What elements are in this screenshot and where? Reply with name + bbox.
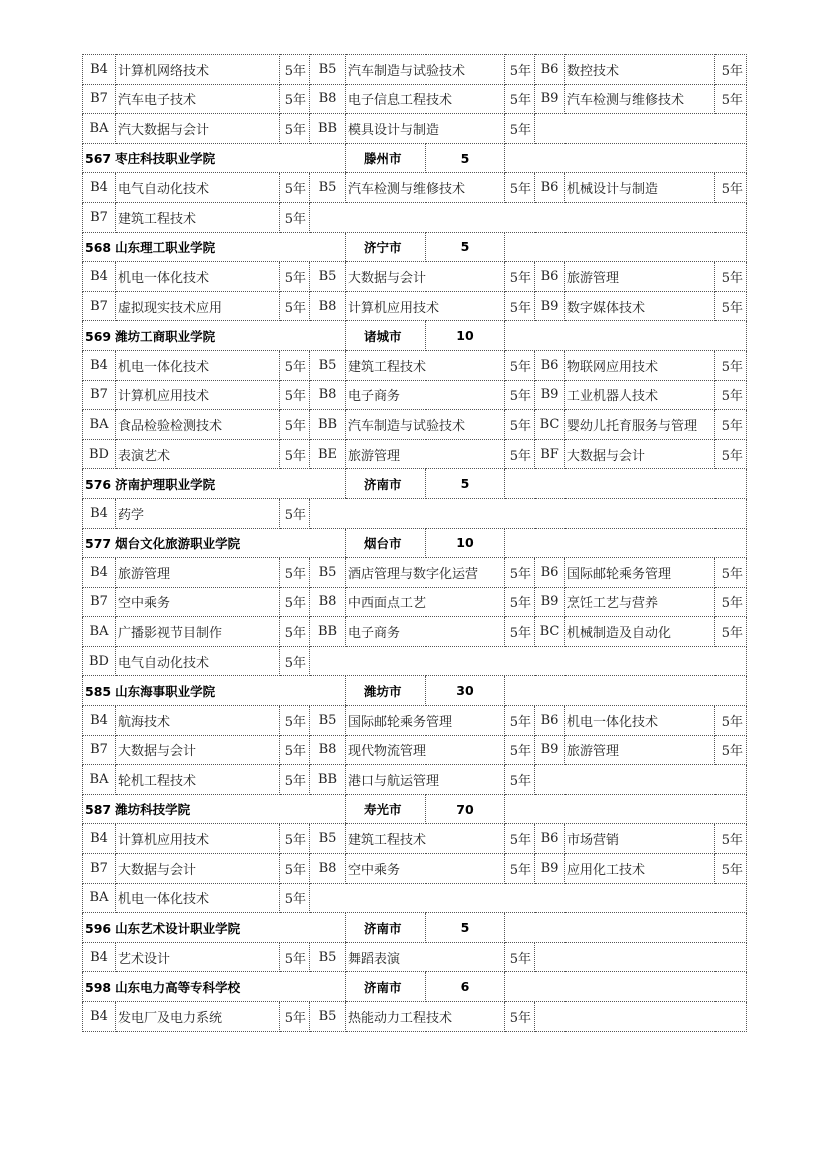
program-code: B8 (310, 587, 346, 617)
program-name: 大数据与会计 (346, 262, 505, 292)
program-code: B8 (310, 380, 346, 410)
program-name: 烹饪工艺与营养 (565, 587, 715, 617)
program-name: 汽车检测与维修技术 (565, 84, 715, 114)
program-name: 计算机应用技术 (346, 291, 505, 321)
program-row (83, 1002, 747, 1032)
program-duration: 5年 (715, 380, 747, 410)
school-name-cell (83, 972, 346, 1002)
program-code: B4 (83, 824, 116, 854)
program-code: B4 (83, 55, 116, 85)
program-duration: 5年 (505, 587, 535, 617)
program-duration: 5年 (505, 1002, 535, 1032)
program-duration: 5年 (505, 262, 535, 292)
school-code: 585 (85, 683, 112, 699)
program-code: B9 (535, 587, 565, 617)
program-name: 机电一体化技术 (565, 706, 715, 736)
program-code: B7 (83, 854, 116, 884)
program-name: 汽车制造与试验技术 (346, 410, 505, 440)
program-duration: 5年 (280, 646, 310, 676)
program-table (82, 54, 747, 1032)
school-header-row (83, 676, 747, 706)
school-code: 598 (85, 979, 112, 995)
program-code: B7 (83, 202, 116, 232)
program-code: BC (535, 617, 565, 647)
program-duration: 5年 (280, 942, 310, 972)
school-code: 587 (85, 802, 112, 818)
program-name: 旅游管理 (565, 735, 715, 765)
program-name: 药学 (116, 498, 280, 528)
school-name-cell (83, 913, 346, 943)
school-city: 济宁市 (346, 232, 426, 262)
program-duration: 5年 (280, 114, 310, 144)
program-code: B6 (535, 824, 565, 854)
program-duration: 5年 (280, 883, 310, 913)
program-duration: 5年 (505, 114, 535, 144)
school-blank-cell (505, 528, 747, 558)
program-duration: 5年 (715, 55, 747, 85)
program-duration: 5年 (505, 617, 535, 647)
program-name: 建筑工程技术 (346, 350, 505, 380)
program-code: B8 (310, 735, 346, 765)
program-name: 空中乘务 (116, 587, 280, 617)
program-name: 空中乘务 (346, 854, 505, 884)
program-row (83, 173, 747, 203)
program-code: B4 (83, 1002, 116, 1032)
program-name: 轮机工程技术 (116, 765, 280, 795)
program-code: B7 (83, 84, 116, 114)
program-duration: 5年 (715, 617, 747, 647)
program-duration: 5年 (280, 262, 310, 292)
program-name: 电气自动化技术 (116, 173, 280, 203)
program-duration: 5年 (280, 410, 310, 440)
program-code: B4 (83, 706, 116, 736)
program-row (83, 350, 747, 380)
program-duration: 5年 (505, 439, 535, 469)
program-code: BB (310, 765, 346, 795)
program-code: B4 (83, 942, 116, 972)
school-city: 烟台市 (346, 528, 426, 558)
program-row (83, 587, 747, 617)
program-name: 现代物流管理 (346, 735, 505, 765)
program-name: 虚拟现实技术应用 (116, 291, 280, 321)
school-blank-cell (505, 469, 747, 499)
program-duration: 5年 (280, 380, 310, 410)
school-name-cell (83, 528, 346, 558)
program-code: B6 (535, 262, 565, 292)
program-code: BE (310, 439, 346, 469)
program-name: 机械制造及自动化 (565, 617, 715, 647)
program-code: B6 (535, 55, 565, 85)
school-code: 569 (85, 328, 112, 344)
program-code: B6 (535, 173, 565, 203)
program-code: BA (83, 765, 116, 795)
program-name: 港口与航运管理 (346, 765, 505, 795)
program-duration: 5年 (280, 1002, 310, 1032)
program-code: B7 (83, 587, 116, 617)
school-quota: 30 (426, 676, 505, 706)
program-name: 食品检验检测技术 (116, 410, 280, 440)
school-blank-cell (505, 794, 747, 824)
school-header-row (83, 469, 747, 499)
enrollment-table (82, 54, 746, 1032)
empty-cell (535, 1002, 747, 1032)
school-header-row (83, 143, 747, 173)
program-name: 旅游管理 (346, 439, 505, 469)
program-duration: 5年 (280, 291, 310, 321)
program-duration: 5年 (715, 173, 747, 203)
program-code: B4 (83, 498, 116, 528)
program-row (83, 558, 747, 588)
program-code: BF (535, 439, 565, 469)
program-duration: 5年 (505, 765, 535, 795)
program-duration: 5年 (280, 84, 310, 114)
school-code: 567 (85, 151, 112, 167)
program-name: 建筑工程技术 (116, 202, 280, 232)
program-duration: 5年 (280, 587, 310, 617)
school-name-cell (83, 232, 346, 262)
program-code: B4 (83, 350, 116, 380)
program-row (83, 380, 747, 410)
program-duration: 5年 (715, 262, 747, 292)
program-duration: 5年 (280, 706, 310, 736)
program-row (83, 706, 747, 736)
program-name: 舞蹈表演 (346, 942, 505, 972)
school-name: 山东电力高等专科学校 (115, 979, 241, 995)
school-quota: 70 (426, 794, 505, 824)
program-name: 大数据与会计 (565, 439, 715, 469)
program-code: B4 (83, 262, 116, 292)
program-duration: 5年 (505, 55, 535, 85)
school-blank-cell (505, 676, 747, 706)
program-code: B5 (310, 558, 346, 588)
program-name: 表演艺术 (116, 439, 280, 469)
program-duration: 5年 (505, 84, 535, 114)
school-name: 山东艺术设计职业学院 (115, 920, 241, 936)
program-code: B9 (535, 854, 565, 884)
school-blank-cell (505, 321, 747, 351)
school-code: 568 (85, 239, 112, 255)
program-row (83, 942, 747, 972)
program-code: B5 (310, 262, 346, 292)
program-duration: 5年 (715, 706, 747, 736)
program-name: 计算机应用技术 (116, 380, 280, 410)
program-duration: 5年 (505, 735, 535, 765)
program-name: 大数据与会计 (116, 854, 280, 884)
program-duration: 5年 (715, 854, 747, 884)
school-name-cell (83, 143, 346, 173)
program-code: BB (310, 410, 346, 440)
program-name: 机电一体化技术 (116, 262, 280, 292)
program-name: 中西面点工艺 (346, 587, 505, 617)
program-duration: 5年 (280, 202, 310, 232)
program-name: 电气自动化技术 (116, 646, 280, 676)
program-code: B9 (535, 84, 565, 114)
program-name: 机电一体化技术 (116, 883, 280, 913)
school-name: 山东海事职业学院 (115, 683, 216, 699)
school-name: 济南护理职业学院 (115, 476, 216, 492)
program-name: 发电厂及电力系统 (116, 1002, 280, 1032)
program-duration: 5年 (280, 558, 310, 588)
program-row (83, 498, 747, 528)
program-duration: 5年 (505, 410, 535, 440)
program-code: B5 (310, 173, 346, 203)
school-name: 山东理工职业学院 (115, 239, 216, 255)
program-name: 机械设计与制造 (565, 173, 715, 203)
program-code: B7 (83, 735, 116, 765)
school-header-row (83, 232, 747, 262)
program-duration: 5年 (280, 617, 310, 647)
program-duration: 5年 (505, 706, 535, 736)
program-name: 模具设计与制造 (346, 114, 505, 144)
program-code: B5 (310, 1002, 346, 1032)
school-name-cell (83, 794, 346, 824)
school-code: 596 (85, 920, 112, 936)
program-name: 艺术设计 (116, 942, 280, 972)
school-quota: 5 (426, 913, 505, 943)
school-quota: 6 (426, 972, 505, 1002)
program-code: B4 (83, 558, 116, 588)
program-name: 工业机器人技术 (565, 380, 715, 410)
program-name: 旅游管理 (116, 558, 280, 588)
program-duration: 5年 (505, 173, 535, 203)
school-header-row (83, 913, 747, 943)
program-code: B7 (83, 380, 116, 410)
program-duration: 5年 (280, 735, 310, 765)
school-blank-cell (505, 232, 747, 262)
program-code: BA (83, 617, 116, 647)
program-name: 广播影视节目制作 (116, 617, 280, 647)
school-city: 济南市 (346, 972, 426, 1002)
program-name: 物联网应用技术 (565, 350, 715, 380)
school-header-row (83, 528, 747, 558)
program-name: 数控技术 (565, 55, 715, 85)
program-row (83, 824, 747, 854)
program-code: BB (310, 114, 346, 144)
program-code: BD (83, 646, 116, 676)
school-quota: 5 (426, 232, 505, 262)
program-name: 应用化工技术 (565, 854, 715, 884)
program-name: 婴幼儿托育服务与管理 (565, 410, 715, 440)
program-code: BA (83, 410, 116, 440)
program-code: B4 (83, 173, 116, 203)
program-duration: 5年 (280, 350, 310, 380)
program-row (83, 617, 747, 647)
program-row (83, 202, 747, 232)
program-name: 电子信息工程技术 (346, 84, 505, 114)
program-duration: 5年 (280, 854, 310, 884)
program-name: 计算机应用技术 (116, 824, 280, 854)
school-city: 济南市 (346, 469, 426, 499)
program-row (83, 410, 747, 440)
school-name: 潍坊工商职业学院 (115, 328, 216, 344)
school-name: 潍坊科技学院 (115, 802, 191, 818)
program-duration: 5年 (280, 824, 310, 854)
school-blank-cell (505, 972, 747, 1002)
program-duration: 5年 (715, 587, 747, 617)
program-duration: 5年 (505, 942, 535, 972)
program-duration: 5年 (505, 558, 535, 588)
program-row (83, 439, 747, 469)
program-duration: 5年 (505, 824, 535, 854)
program-name: 旅游管理 (565, 262, 715, 292)
program-name: 数字媒体技术 (565, 291, 715, 321)
school-city: 潍坊市 (346, 676, 426, 706)
program-code: B5 (310, 55, 346, 85)
program-code: BB (310, 617, 346, 647)
program-name: 机电一体化技术 (116, 350, 280, 380)
program-code: B9 (535, 291, 565, 321)
program-duration: 5年 (505, 291, 535, 321)
program-name: 电子商务 (346, 617, 505, 647)
program-duration: 5年 (715, 350, 747, 380)
program-duration: 5年 (715, 824, 747, 854)
program-code: B6 (535, 350, 565, 380)
school-header-row (83, 321, 747, 351)
program-code: BA (83, 114, 116, 144)
empty-cell (310, 498, 747, 528)
program-row (83, 55, 747, 85)
school-quota: 10 (426, 528, 505, 558)
program-duration: 5年 (715, 291, 747, 321)
school-code: 576 (85, 476, 112, 492)
program-duration: 5年 (280, 173, 310, 203)
empty-cell (310, 883, 747, 913)
school-header-row (83, 972, 747, 1002)
program-row (83, 84, 747, 114)
program-name: 大数据与会计 (116, 735, 280, 765)
program-row (83, 735, 747, 765)
program-name: 建筑工程技术 (346, 824, 505, 854)
empty-cell (310, 202, 747, 232)
program-code: B5 (310, 706, 346, 736)
school-blank-cell (505, 913, 747, 943)
empty-cell (535, 765, 747, 795)
program-name: 汽车制造与试验技术 (346, 55, 505, 85)
school-city: 寿光市 (346, 794, 426, 824)
program-code: B5 (310, 824, 346, 854)
program-duration: 5年 (280, 765, 310, 795)
school-quota: 10 (426, 321, 505, 351)
program-row (83, 291, 747, 321)
program-code: BC (535, 410, 565, 440)
school-blank-cell (505, 143, 747, 173)
program-duration: 5年 (280, 498, 310, 528)
program-name: 计算机网络技术 (116, 55, 280, 85)
program-code: BD (83, 439, 116, 469)
program-row (83, 114, 747, 144)
program-name: 汽车检测与维修技术 (346, 173, 505, 203)
program-code: B8 (310, 291, 346, 321)
program-duration: 5年 (505, 350, 535, 380)
school-city: 诸城市 (346, 321, 426, 351)
program-duration: 5年 (280, 55, 310, 85)
program-name: 汽车电子技术 (116, 84, 280, 114)
school-city: 济南市 (346, 913, 426, 943)
program-code: B5 (310, 350, 346, 380)
program-row (83, 262, 747, 292)
program-code: B9 (535, 380, 565, 410)
school-quota: 5 (426, 469, 505, 499)
program-name: 国际邮轮乘务管理 (346, 706, 505, 736)
school-name: 烟台文化旅游职业学院 (115, 535, 241, 551)
program-code: B9 (535, 735, 565, 765)
school-header-row (83, 794, 747, 824)
program-row (83, 646, 747, 676)
school-code: 577 (85, 535, 112, 551)
program-code: B7 (83, 291, 116, 321)
program-name: 国际邮轮乘务管理 (565, 558, 715, 588)
program-code: B5 (310, 942, 346, 972)
program-name: 热能动力工程技术 (346, 1002, 505, 1032)
program-code: B8 (310, 84, 346, 114)
program-name: 航海技术 (116, 706, 280, 736)
school-name: 枣庄科技职业学院 (115, 151, 216, 167)
program-code: B6 (535, 558, 565, 588)
program-duration: 5年 (505, 854, 535, 884)
empty-cell (310, 646, 747, 676)
program-duration: 5年 (715, 410, 747, 440)
program-name: 电子商务 (346, 380, 505, 410)
program-duration: 5年 (280, 439, 310, 469)
program-code: B8 (310, 854, 346, 884)
empty-cell (535, 942, 747, 972)
program-code: BA (83, 883, 116, 913)
empty-cell (535, 114, 747, 144)
program-duration: 5年 (715, 558, 747, 588)
program-row (83, 883, 747, 913)
program-duration: 5年 (715, 84, 747, 114)
program-row (83, 765, 747, 795)
program-code: B6 (535, 706, 565, 736)
school-name-cell (83, 676, 346, 706)
program-duration: 5年 (715, 439, 747, 469)
school-name-cell (83, 321, 346, 351)
school-name-cell (83, 469, 346, 499)
program-duration: 5年 (505, 380, 535, 410)
program-name: 酒店管理与数字化运营 (346, 558, 505, 588)
program-duration: 5年 (715, 735, 747, 765)
school-quota: 5 (426, 143, 505, 173)
program-row (83, 854, 747, 884)
school-city: 滕州市 (346, 143, 426, 173)
program-name: 市场营销 (565, 824, 715, 854)
program-name: 汽大数据与会计 (116, 114, 280, 144)
